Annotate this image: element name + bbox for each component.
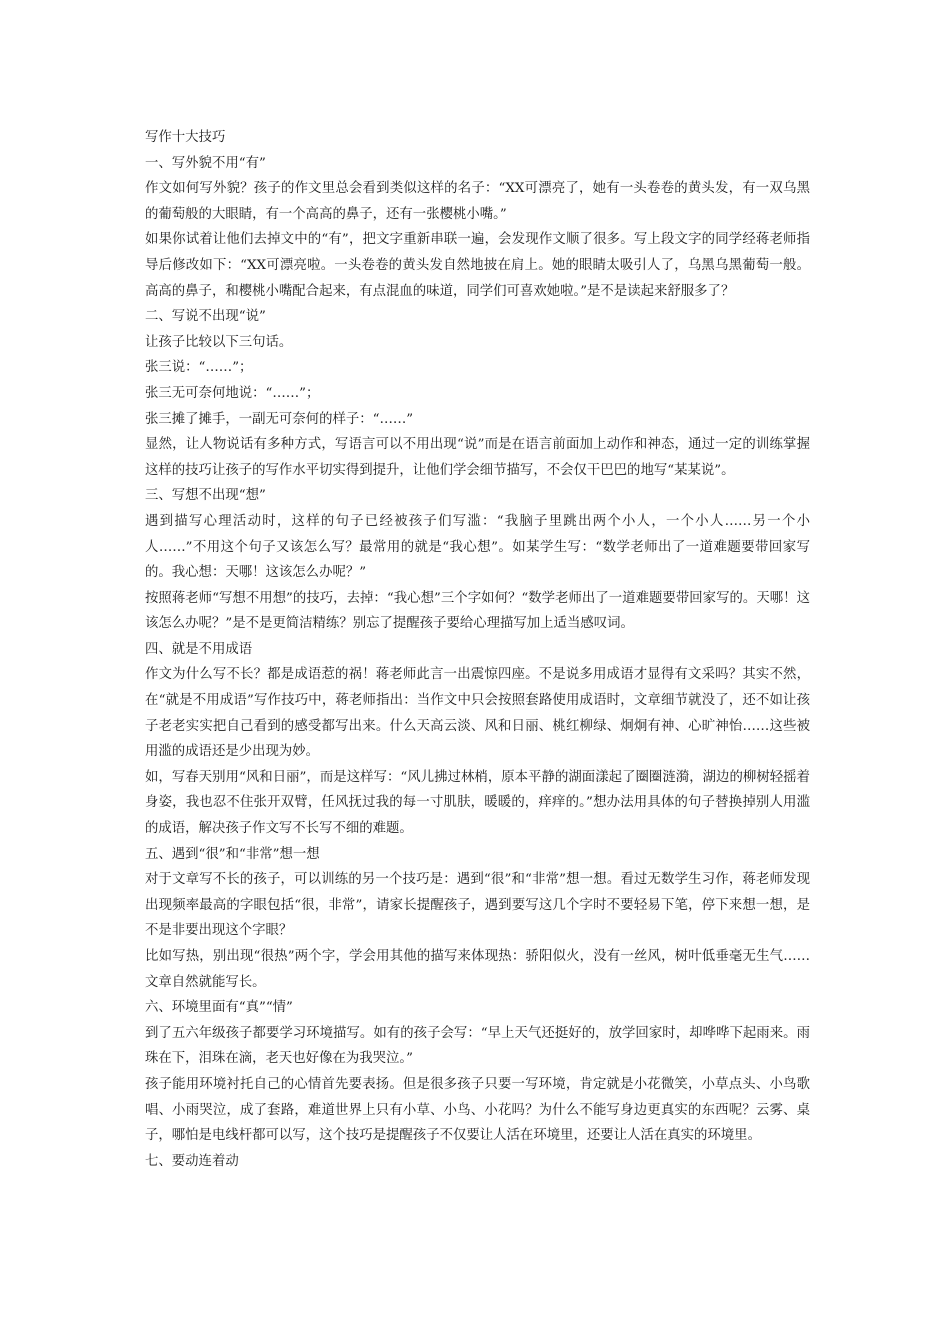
section-heading: 七、要动连着动 <box>145 1153 239 1169</box>
paragraph: 作文为什么写不长？都是成语惹的祸！蒋老师此言一出震惊四座。不是说多用成语才显得有文采吗？其实不然，在“就是不用成语”写作技巧中，蒋老师指出：当作文中只会按照套路使用成语时，文章细节就没了，还不如让孩子老老实实把自己看到的感受都写出来。什么天高云淡、风和日丽、桃红柳绿、炯炯有神、心旷神怡……这些被用滥的成语还是少出现为妙。 <box>145 667 810 760</box>
paragraph: 孩子能用环境衬托自己的心情首先要表扬。但是很多孩子只要一写环境，肯定就是小花微笑，小草点头、小鸟歌唱、小雨哭泣，成了套路，难道世界上只有小草、小鸟、小花吗？为什么不能写身边更真实的东西呢？云雾、桌子，哪怕是电线杆都可以写，这个技巧是提醒孩子不仅要让人活在环境里，还要让人活在真实的环境里。 <box>145 1076 810 1144</box>
paragraph: 张三摊了摊手，一副无可奈何的样子：“……” <box>145 411 414 427</box>
section-heading: 六、环境里面有“真”“情” <box>145 1000 293 1016</box>
paragraph: 张三无可奈何地说：“……”； <box>145 385 320 401</box>
paragraph: 到了五六年级孩子都要学习环境描写。如有的孩子会写：“早上天气还挺好的，放学回家时，却哗哗下起雨来。雨珠在下，泪珠在滴，老天也好像在为我哭泣。” <box>145 1025 810 1067</box>
paragraph: 如，写春天别用“风和日丽”，而是这样写：“风儿拂过林梢，原本平静的湖面漾起了圈圈涟漪，湖边的柳树轻摇着身姿，我也忍不住张开双臂，任风抚过我的每一寸肌肤，暖暖的，痒痒的。”想办法用具体的句子替换掉别人用滥的成语，解决孩子作文写不长写不细的难题。 <box>145 769 810 837</box>
section-heading: 五、遇到“很”和“非常”想一想 <box>145 846 320 862</box>
section-heading: 一、写外貌不用“有” <box>145 155 266 171</box>
paragraph: 作文如何写外貌？孩子的作文里总会看到类似这样的名子：“XX可漂亮了，她有一头卷卷的黄头发，有一双乌黑的葡萄般的大眼睛，有一个高高的鼻子，还有一张樱桃小嘴。” <box>145 181 810 222</box>
paragraph: 比如写热，别出现“很热”两个字，学会用其他的描写来体现热：骄阳似火，没有一丝风，树叶低垂毫无生气……文章自然就能写长。 <box>145 949 810 990</box>
paragraph: 张三说：“……”； <box>145 360 253 376</box>
paragraph: 遇到描写心理活动时，这样的句子已经被孩子们写滥：“我脑子里跳出两个小人，一个小人……另一个小人……”不用这个句子又该怎么写？最常用的就是“我心想”。如某学生写：“数学老师出了一道难题要带回家写的。我心想：天哪！这该怎么办呢？” <box>145 513 810 581</box>
section-heading: 二、写说不出现“说” <box>145 309 266 325</box>
paragraph: 如果你试着让他们去掉文中的“有”，把文字重新串联一遍，会发现作文顺了很多。写上段文字的同学经蒋老师指导后修改如下：“XX可漂亮啦。一头卷卷的黄头发自然地披在肩上。她的眼睛太吸引人了，乌黑乌黑葡萄一般。高高的鼻子，和樱桃小嘴配合起来，有点混血的味道，同学们可喜欢她啦。”是不是读起来舒服多了？ <box>145 232 810 299</box>
paragraph: 显然，让人物说话有多种方式，写语言可以不用出现“说”而是在语言前面加上动作和神态，通过一定的训练掌握这样的技巧让孩子的写作水平切实得到提升，让他们学会细节描写，不会仅干巴巴的地写“某某说”。 <box>145 437 810 478</box>
paragraph: 对于文章写不长的孩子，可以训练的另一个技巧是：遇到“很”和“非常”想一想。看过无数学生习作，蒋老师发现出现频率最高的字眼包括“很，非常”，请家长提醒孩子，遇到要写这几个字时不要轻易下笔，停下来想一想，是不是非要出现这个字眼？ <box>145 872 810 939</box>
document-page <box>145 125 810 1174</box>
document-title: 写作十大技巧 <box>145 130 226 145</box>
paragraph: 让孩子比较以下三句话。 <box>145 334 293 350</box>
section-heading: 四、就是不用成语 <box>145 641 253 657</box>
section-heading: 三、写想不出现“想” <box>145 488 266 504</box>
paragraph: 按照蒋老师“写想不用想”的技巧，去掉：“我心想”三个字如何？“数学老师出了一道难题要带回家写的。天哪！这该怎么办呢？”是不是更简洁精练？别忘了提醒孩子要给心理描写加上适当感叹词。 <box>145 590 810 632</box>
